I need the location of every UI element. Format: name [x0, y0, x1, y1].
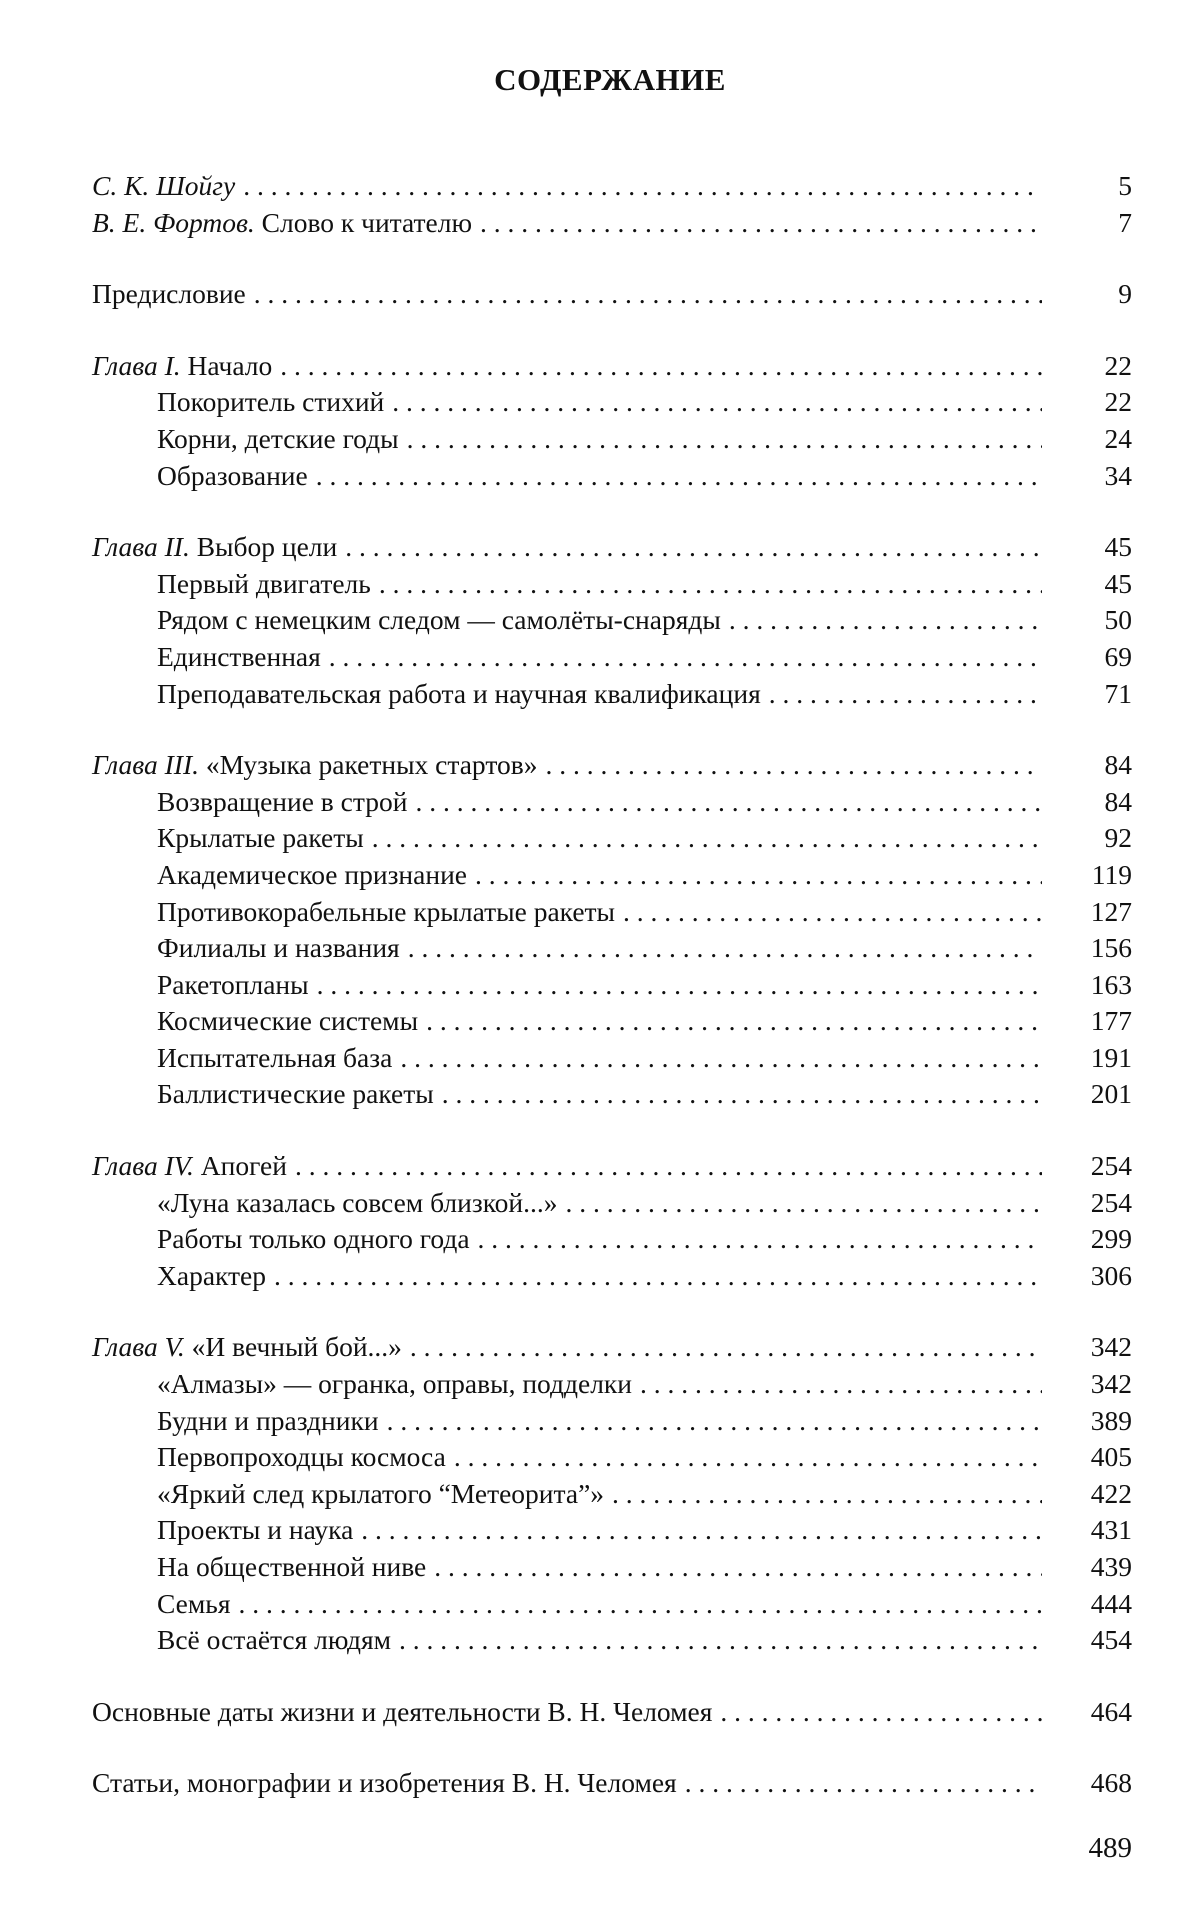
dot-leader — [769, 676, 1042, 713]
dot-leader — [345, 529, 1042, 566]
toc-entry — [92, 205, 1132, 242]
toc-subentry — [92, 1185, 1132, 1222]
entry-page-number: 444 — [1090, 1587, 1132, 1619]
entry-title — [157, 857, 467, 894]
entry-text: Выбор цели — [189, 531, 338, 563]
entry-page-number: 163 — [1090, 968, 1132, 1000]
entry-text: Ракетопланы — [157, 968, 309, 1000]
entry-text: Будни и праздники — [157, 1404, 379, 1436]
entry-page-number: 69 — [1104, 640, 1132, 672]
entry-text: Основные даты жизни и деятельности В. Н. Челомея — [92, 1695, 713, 1727]
entry-title — [157, 1076, 434, 1113]
entry-page-number: 7 — [1118, 206, 1132, 238]
entry-page-number: 191 — [1090, 1041, 1132, 1073]
dot-leader — [274, 1258, 1042, 1295]
dot-leader — [361, 1512, 1042, 1549]
entry-title — [92, 348, 272, 385]
dot-leader — [480, 205, 1042, 242]
entry-prefix: В. Е. Фортов. — [92, 206, 255, 238]
toc-entry — [92, 747, 1132, 784]
entry-text: Всё остаётся людям — [157, 1624, 392, 1656]
entry-title — [157, 1185, 558, 1222]
entry-title — [92, 276, 246, 313]
entry-title — [157, 1003, 418, 1040]
entry-text: На общественной ниве — [157, 1551, 427, 1582]
toc-subentry — [92, 1366, 1132, 1403]
toc-subentry — [92, 857, 1132, 894]
entry-page-number: 306 — [1090, 1259, 1132, 1291]
dot-leader — [399, 1622, 1042, 1659]
toc-subentry — [92, 820, 1132, 857]
entry-text: Единственная — [157, 640, 321, 672]
entry-title — [157, 1622, 391, 1659]
entry-prefix: Глава II. — [92, 531, 190, 563]
dot-leader — [685, 1765, 1042, 1802]
toc-entry — [92, 1329, 1132, 1366]
toc-entry — [92, 1148, 1132, 1185]
entry-text: Образование — [157, 459, 308, 491]
toc-subentry — [92, 1003, 1132, 1040]
toc-subentry — [92, 1403, 1132, 1440]
entry-page-number: 127 — [1090, 895, 1132, 927]
entry-page-number: 84 — [1104, 785, 1132, 817]
entry-page-number: 389 — [1090, 1404, 1132, 1436]
dot-leader — [243, 168, 1042, 205]
dot-leader — [434, 1549, 1042, 1586]
entry-text: «Яркий след крылатого “Метеорита”» — [157, 1477, 605, 1509]
page-title: СОДЕРЖАНИЕ — [494, 62, 726, 97]
dot-leader — [478, 1221, 1042, 1258]
entry-title — [157, 1403, 379, 1440]
dot-leader — [566, 1185, 1043, 1222]
toc-entry — [92, 276, 1132, 313]
toc-group — [92, 1765, 1132, 1802]
toc-subentry — [92, 421, 1132, 458]
entry-title — [157, 1476, 604, 1513]
toc-subentry — [92, 1549, 1132, 1586]
entry-text: Проекты и наука — [157, 1514, 354, 1546]
entry-prefix: Глава V. — [92, 1331, 185, 1363]
entry-title — [157, 1586, 230, 1623]
entry-title — [157, 894, 615, 931]
dot-leader — [442, 1076, 1042, 1113]
dot-leader — [392, 384, 1042, 421]
toc-subentry — [92, 384, 1132, 421]
toc-subentry — [92, 1439, 1132, 1476]
entry-title — [157, 1439, 446, 1476]
dot-leader — [410, 1329, 1042, 1366]
entry-text: Противокорабельные крылатые ракеты — [157, 895, 616, 927]
toc-entry — [92, 348, 1132, 385]
entry-page-number: 84 — [1104, 749, 1132, 781]
toc-group — [92, 168, 1132, 241]
entry-page-number: 50 — [1104, 604, 1132, 636]
entry-text: Семья — [157, 1587, 231, 1619]
toc-group — [92, 348, 1132, 494]
entry-title — [157, 1040, 392, 1077]
entry-text: Рядом с немецким следом — самолёты-снаряды — [157, 604, 721, 636]
dot-leader — [640, 1366, 1042, 1403]
entry-title — [157, 566, 371, 603]
entry-title — [92, 205, 472, 242]
toc-subentry — [92, 676, 1132, 713]
entry-page-number: 119 — [1091, 858, 1132, 890]
entry-page-number: 422 — [1090, 1477, 1132, 1509]
entry-page-number: 464 — [1090, 1695, 1132, 1727]
toc-entry — [92, 1694, 1132, 1731]
entry-text: «Луна казалась совсем близкой...» — [157, 1186, 558, 1218]
entry-title — [157, 384, 384, 421]
entry-page-number: 24 — [1104, 422, 1132, 454]
entry-page-number: 439 — [1090, 1551, 1132, 1582]
entry-page-number: 5 — [1118, 170, 1132, 201]
dot-leader — [612, 1476, 1042, 1513]
entry-prefix: С. К. Шойгу — [92, 170, 236, 201]
entry-page-number: 34 — [1104, 459, 1132, 491]
dot-leader — [623, 894, 1042, 931]
entry-page-number: 342 — [1090, 1368, 1132, 1400]
entry-page-number: 405 — [1090, 1441, 1132, 1473]
entry-text: Филиалы и названия — [157, 932, 400, 964]
entry-text: Покоритель стихий — [157, 386, 385, 418]
entry-page-number: 468 — [1090, 1767, 1132, 1799]
entry-title — [157, 1512, 353, 1549]
toc-group — [92, 1694, 1132, 1731]
entry-text: «Алмазы» — огранка, оправы, подделки — [157, 1368, 632, 1400]
entry-title — [157, 1221, 470, 1258]
dot-leader — [454, 1439, 1042, 1476]
dot-leader — [329, 639, 1042, 676]
toc-subentry — [92, 639, 1132, 676]
dot-leader — [317, 967, 1042, 1004]
dot-leader — [408, 930, 1042, 967]
entry-prefix: Глава I. — [92, 349, 181, 381]
toc-entry — [92, 168, 1132, 205]
entry-title — [157, 676, 761, 713]
entry-title — [92, 747, 537, 784]
entry-text: «И вечный бой...» — [184, 1331, 402, 1363]
toc-subentry — [92, 894, 1132, 931]
entry-text: Испытательная база — [157, 1041, 393, 1073]
entry-page-number: 45 — [1104, 531, 1132, 563]
entry-text: Слово к читателю — [254, 206, 473, 238]
entry-title — [157, 930, 400, 967]
entry-text: Преподавательская работа и научная квалификация — [157, 677, 761, 709]
toc-subentry — [92, 1512, 1132, 1549]
dot-leader — [379, 566, 1042, 603]
toc-subentry — [92, 602, 1132, 639]
entry-text: Работы только одного года — [157, 1223, 470, 1255]
toc-subentry — [92, 566, 1132, 603]
entry-page-number: 22 — [1104, 349, 1132, 381]
entry-page-number: 454 — [1090, 1624, 1132, 1656]
entry-text: Первопроходцы космоса — [157, 1441, 446, 1473]
dot-leader — [280, 348, 1042, 385]
entry-title — [157, 820, 364, 857]
dot-leader — [316, 458, 1042, 495]
entry-title — [92, 1765, 677, 1802]
toc-subentry — [92, 1076, 1132, 1113]
dot-leader — [387, 1403, 1042, 1440]
entry-text: Апогей — [193, 1150, 287, 1182]
entry-page-number: 254 — [1090, 1150, 1132, 1182]
entry-title — [157, 458, 308, 495]
table-of-contents — [92, 168, 1132, 1837]
toc-subentry — [92, 1586, 1132, 1623]
entry-text: Баллистические ракеты — [157, 1078, 434, 1110]
dot-leader — [238, 1586, 1042, 1623]
entry-page-number: 45 — [1104, 567, 1132, 599]
entry-title — [92, 1329, 402, 1366]
entry-page-number: 431 — [1090, 1514, 1132, 1546]
entry-text: Характер — [157, 1259, 266, 1291]
entry-page-number: 71 — [1104, 677, 1132, 709]
entry-text: Корни, детские годы — [157, 422, 399, 454]
entry-page-number: 92 — [1104, 822, 1132, 854]
entry-prefix: Глава III. — [92, 749, 199, 781]
entry-page-number: 254 — [1090, 1186, 1132, 1218]
entry-text: Предисловие — [92, 278, 246, 310]
entry-title — [157, 967, 309, 1004]
entry-title — [157, 602, 721, 639]
entry-title — [92, 168, 235, 205]
dot-leader — [295, 1148, 1042, 1185]
toc-group — [92, 529, 1132, 712]
dot-leader — [415, 784, 1042, 821]
entry-text: Статьи, монографии и изобретения В. Н. Челомея — [92, 1767, 677, 1799]
toc-group — [92, 276, 1132, 313]
entry-prefix: Глава IV. — [92, 1150, 194, 1182]
entry-text: Космические системы — [157, 1005, 419, 1037]
entry-page-number: 342 — [1090, 1331, 1132, 1363]
dot-leader — [372, 820, 1042, 857]
toc-subentry — [92, 1476, 1132, 1513]
entry-page-number: 177 — [1090, 1005, 1132, 1037]
toc-subentry — [92, 1040, 1132, 1077]
entry-text: Возвращение в строй — [157, 785, 408, 817]
entry-title — [157, 1549, 426, 1586]
toc-group — [92, 747, 1132, 1113]
toc-subentry — [92, 1258, 1132, 1295]
toc-subentry — [92, 967, 1132, 1004]
entry-page-number: 22 — [1104, 386, 1132, 418]
toc-subentry — [92, 930, 1132, 967]
dot-leader — [426, 1003, 1042, 1040]
entry-title — [92, 1694, 712, 1731]
entry-title — [157, 1366, 632, 1403]
entry-text: «Музыка ракетных стартов» — [198, 749, 538, 781]
dot-leader — [254, 276, 1042, 313]
dot-leader — [720, 1694, 1042, 1731]
page-number: 489 — [1088, 1832, 1132, 1864]
toc-subentry — [92, 784, 1132, 821]
entry-text: Первый двигатель — [157, 567, 371, 599]
entry-title — [157, 1258, 266, 1295]
entry-text: Академическое признание — [157, 858, 467, 890]
toc-group — [92, 1148, 1132, 1294]
entry-title — [157, 784, 407, 821]
dot-leader — [545, 747, 1042, 784]
toc-group — [92, 1329, 1132, 1658]
dot-leader — [400, 1040, 1042, 1077]
dot-leader — [407, 421, 1042, 458]
entry-text: Начало — [180, 349, 273, 381]
toc-subentry — [92, 1221, 1132, 1258]
toc-subentry — [92, 1622, 1132, 1659]
entry-title — [92, 529, 337, 566]
toc-entry — [92, 529, 1132, 566]
entry-title — [157, 421, 399, 458]
entry-page-number: 299 — [1090, 1223, 1132, 1255]
entry-page-number: 201 — [1090, 1078, 1132, 1110]
toc-entry — [92, 1765, 1132, 1802]
entry-title — [92, 1148, 287, 1185]
toc-subentry — [92, 458, 1132, 495]
entry-title — [157, 639, 321, 676]
entry-page-number: 9 — [1118, 278, 1132, 310]
entry-text: Крылатые ракеты — [157, 822, 364, 854]
dot-leader — [475, 857, 1042, 894]
entry-page-number: 156 — [1090, 932, 1132, 964]
dot-leader — [729, 602, 1042, 639]
